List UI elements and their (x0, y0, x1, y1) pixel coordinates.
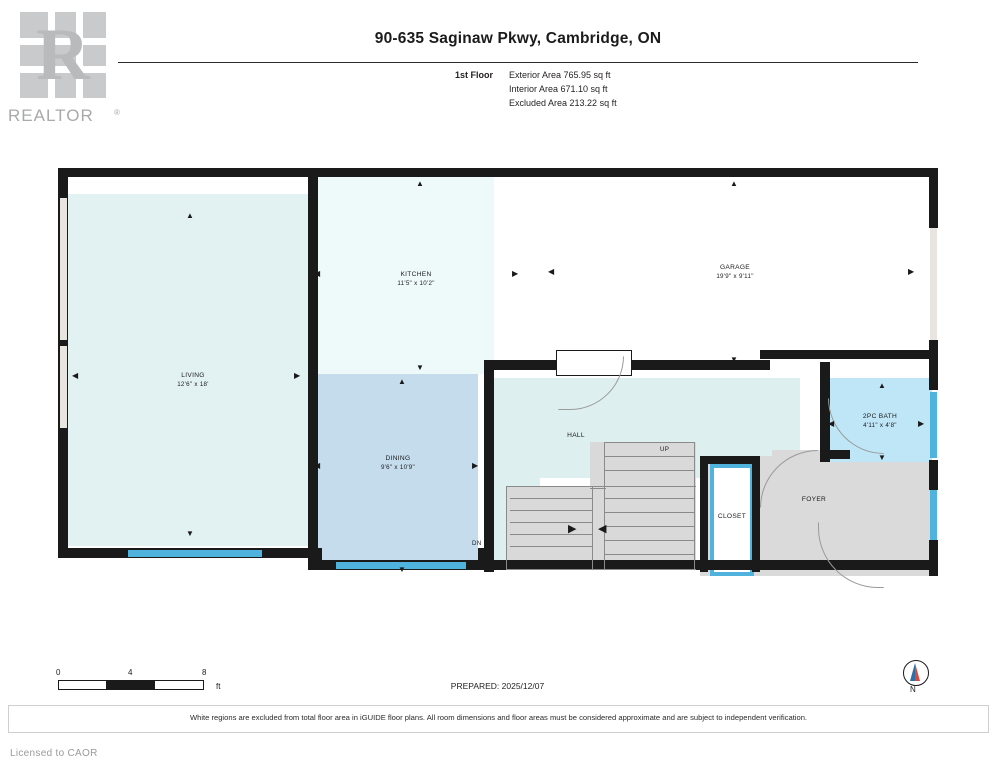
area-summary (455, 68, 617, 110)
dim-arrow-living-right: ▶ (294, 371, 301, 380)
room-name-dining: DINING (385, 455, 411, 462)
title-divider (118, 62, 918, 63)
stair-arrow-up-icon: ◀ (598, 523, 607, 535)
room-dim-kitchen: 11'5" x 10'2" (397, 280, 435, 287)
room-dim-bath: 4'11" x 4'8" (863, 422, 897, 429)
wall-right-mid2 (929, 460, 938, 490)
floor-label: 1st Floor (455, 70, 494, 80)
wall-right-lower (929, 540, 938, 576)
dim-arrow-bath-top: ▲ (878, 381, 886, 390)
dim-arrow-bath-left: ◀ (828, 419, 835, 428)
dim-arrow-garage-left: ◀ (548, 267, 555, 276)
room-name-living: LIVING (181, 372, 205, 379)
window-foyer-right (930, 490, 937, 540)
dim-arrow-garage-right: ▶ (908, 267, 915, 276)
wall-closet-top (700, 456, 760, 464)
page-title (118, 30, 918, 48)
dim-arrow-garage-bottom: ▼ (730, 355, 738, 364)
scale-label-0: 0 (56, 668, 61, 677)
stair-label-down: DN (472, 540, 482, 547)
exterior-area: Exterior Area 765.95 sq ft (509, 70, 611, 80)
realtor-logo-mark (20, 12, 106, 98)
room-label-garage (680, 263, 790, 281)
wall-bath-left (820, 362, 830, 462)
disclaimer-box (8, 705, 989, 733)
stair-arrow-down-icon: ▶ (568, 523, 577, 535)
room-name-bath: 2PC BATH (862, 413, 898, 420)
wall-garage-bottom (760, 350, 938, 359)
wall-top (58, 168, 938, 177)
dim-arrow-dining-bottom: ▼ (398, 565, 406, 574)
dim-arrow-kitchen-top: ▲ (416, 179, 424, 188)
entry-door-swing (818, 522, 884, 588)
room-name-kitchen: KITCHEN (400, 271, 432, 278)
realtor-logo (8, 10, 128, 132)
room-label-closet (694, 512, 770, 521)
stairs-upper-fill (590, 442, 696, 488)
wall-kitchen-left (308, 168, 321, 568)
wall-corner-dining (308, 548, 322, 570)
wall-corner-dining-right (478, 548, 488, 570)
excluded-area: Excluded Area 213.22 sq ft (509, 98, 617, 108)
compass-north-label: N (910, 685, 916, 694)
room-name-hall: HALL (567, 432, 585, 439)
dim-arrow-living-bottom: ▼ (186, 529, 194, 538)
dim-arrow-garage-top: ▲ (730, 179, 738, 188)
scale-label-8: 8 (202, 668, 207, 677)
window-living-left-lower (60, 346, 67, 428)
address-title: 90-635 Saginaw Pkwy, Cambridge, ON (374, 30, 662, 47)
prepared-date: PREPARED: 2025/12/07 (450, 681, 545, 691)
wall-hall-left (484, 360, 494, 572)
room-label-dining (348, 454, 448, 472)
plan-header (0, 0, 995, 150)
window-garage-right (930, 228, 937, 340)
room-dim-living: 12'6" x 18' (177, 381, 209, 388)
room-name-closet: CLOSET (717, 513, 747, 520)
room-dining-fill (318, 374, 478, 570)
dim-arrow-dining-right: ▶ (472, 461, 479, 470)
room-dim-dining: 9'6" x 10'9" (380, 464, 416, 471)
dim-arrow-kitchen-right: ▶ (512, 269, 519, 278)
disclaimer-text: White regions are excluded from total floor area in iGUIDE floor plans. All room dimensions and floor areas must be considered approximate and are subject to independent verification. (189, 713, 808, 722)
window-living-left-upper (60, 198, 67, 340)
dim-arrow-living-top: ▲ (186, 211, 194, 220)
wall-right-mid (929, 340, 938, 390)
scale-unit-label: ft (216, 682, 221, 691)
window-living-bottom (128, 550, 262, 557)
room-label-foyer (774, 495, 854, 504)
room-dim-garage: 19'9" x 9'11" (716, 273, 754, 280)
room-label-living (143, 371, 243, 389)
floor-plan (0, 150, 995, 650)
dim-arrow-living-left: ◀ (72, 371, 79, 380)
room-label-hall (536, 431, 616, 440)
dim-arrow-kitchen-left: ◀ (314, 269, 321, 278)
dim-arrow-kitchen-bottom: ▼ (416, 363, 424, 372)
dim-arrow-dining-top: ▲ (398, 377, 406, 386)
realtor-logo-wordmark: REALTOR (8, 106, 94, 125)
dim-arrow-bath-right: ▶ (918, 419, 925, 428)
interior-area: Interior Area 671.10 sq ft (509, 84, 608, 94)
realtor-logo-registered-mark: ® (114, 108, 120, 117)
room-label-bath (830, 412, 930, 430)
window-bath-right (930, 392, 937, 458)
realtor-logo-letter: R (36, 14, 90, 96)
dim-arrow-dining-left: ◀ (314, 461, 321, 470)
room-name-foyer: FOYER (801, 496, 827, 503)
license-text: Licensed to CAOR (10, 748, 98, 759)
compass-icon (898, 660, 940, 704)
scale-label-4: 4 (128, 668, 133, 677)
stair-label-up: UP (660, 446, 670, 453)
room-label-kitchen (366, 270, 466, 288)
room-living-fill (68, 194, 321, 546)
room-name-garage: GARAGE (719, 264, 750, 271)
wall-right-upper (929, 168, 938, 228)
dim-arrow-bath-bottom: ▼ (878, 453, 886, 462)
wall-bath-bottom (820, 450, 850, 459)
